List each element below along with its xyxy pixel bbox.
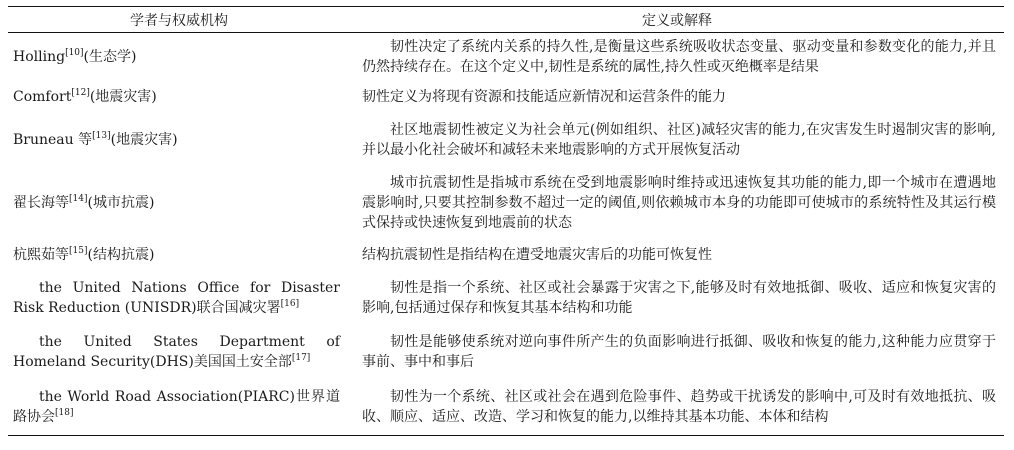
source-name: Holling[10](生态学) xyxy=(13,48,137,65)
table-row xyxy=(8,33,1004,82)
citation-ref: [12] xyxy=(71,88,90,98)
definition-cell xyxy=(350,271,1004,325)
source-name: Bruneau 等[13](地震灾害) xyxy=(13,131,178,148)
definition-text: 韧性定义为将现有资源和技能适应新情况和运营条件的能力 xyxy=(362,89,726,105)
table-row xyxy=(8,271,1004,325)
source-name: 杭熙茹等[15](结构抗震) xyxy=(13,246,155,263)
table-row xyxy=(8,325,1004,379)
definition-cell xyxy=(350,167,1004,239)
source-name: Comfort[12](地震灾害) xyxy=(13,88,157,105)
table-row xyxy=(8,113,1004,167)
source-cell xyxy=(8,81,350,113)
citation-ref: [14] xyxy=(69,194,88,204)
source-name: the United Nations Office for Disaster Risk Reduction (UNISDR)联合国减灾署[16] xyxy=(13,280,340,316)
header-row xyxy=(8,7,1004,33)
definition-cell xyxy=(350,379,1004,435)
citation-ref: [17] xyxy=(291,353,311,363)
definition-text: 韧性决定了系统内关系的持久性,是衡量这些系统吸收状态变量、驱动变量和参数变化的能力,并且仍然持续存在。在这个定义中,韧性是系统的属性,持久性或灭绝概率是结果 xyxy=(362,39,996,75)
source-cell xyxy=(8,271,350,325)
source-cell xyxy=(8,325,350,379)
source-cell xyxy=(8,167,350,239)
citation-ref: [15] xyxy=(69,246,88,256)
definition-cell xyxy=(350,239,1004,271)
definition-text: 城市抗震韧性是指城市系统在受到地震影响时维持或迅速恢复其功能的能力,即一个城市在遭遇地震影响时,只要其控制参数不超过一定的阈值,则依赖城市本身的功能即可使城市的系统特性及其运行模式保持或快速恢复到地震前的状态 xyxy=(362,175,996,231)
source-cell xyxy=(8,33,350,82)
definition-text: 韧性是指一个系统、社区或社会暴露于灾害之下,能够及时有效地抵御、吸收、适应和恢复灾害的影响,包括通过保存和恢复其基本结构和功能 xyxy=(362,280,996,316)
definition-text: 韧性为一个系统、社区或社会在遇到危险事件、趋势或干扰诱发的影响中,可及时有效地抵抗、吸收、顺应、适应、改造、学习和恢复的能力,以维持其基本功能、本体和结构 xyxy=(362,388,996,425)
header-source: 学者与权威机构 xyxy=(8,7,350,33)
citation-ref: [18] xyxy=(55,407,74,418)
source-name: the United States Department of Homeland Security(DHS)美国国土安全部[17] xyxy=(13,334,340,370)
definition-text: 韧性是能够使系统对逆向事件所产生的负面影响进行抵御、吸收和恢复的能力,这种能力应贯穿于事前、事中和事后 xyxy=(362,334,996,370)
citation-ref: [10] xyxy=(65,48,84,58)
source-name: 翟长海等[14](城市抗震) xyxy=(13,194,155,211)
header-definition: 定义或解释 xyxy=(350,7,1004,33)
citation-ref: [16] xyxy=(280,299,300,309)
source-cell xyxy=(8,239,350,271)
definition-cell xyxy=(350,113,1004,167)
citation-ref: [13] xyxy=(92,131,111,141)
table-row xyxy=(8,167,1004,239)
table-row xyxy=(8,81,1004,113)
source-name: the World Road Association(PIARC)世界道路协会[18] xyxy=(13,388,340,425)
source-cell xyxy=(8,113,350,167)
table-row xyxy=(8,239,1004,271)
definition-cell xyxy=(350,81,1004,113)
definition-cell xyxy=(350,33,1004,82)
definitions-table xyxy=(8,6,1004,436)
table-row xyxy=(8,379,1004,435)
definition-text: 社区地震韧性被定义为社会单元(例如组织、社区)减轻灾害的能力,在灾害发生时遏制灾害的影响,并以最小化社会破坏和减轻未来地震影响的方式开展恢复活动 xyxy=(362,122,996,158)
definition-cell xyxy=(350,325,1004,379)
definition-text: 结构抗震韧性是指结构在遭受地震灾害后的功能可恢复性 xyxy=(362,247,712,263)
source-cell xyxy=(8,379,350,435)
